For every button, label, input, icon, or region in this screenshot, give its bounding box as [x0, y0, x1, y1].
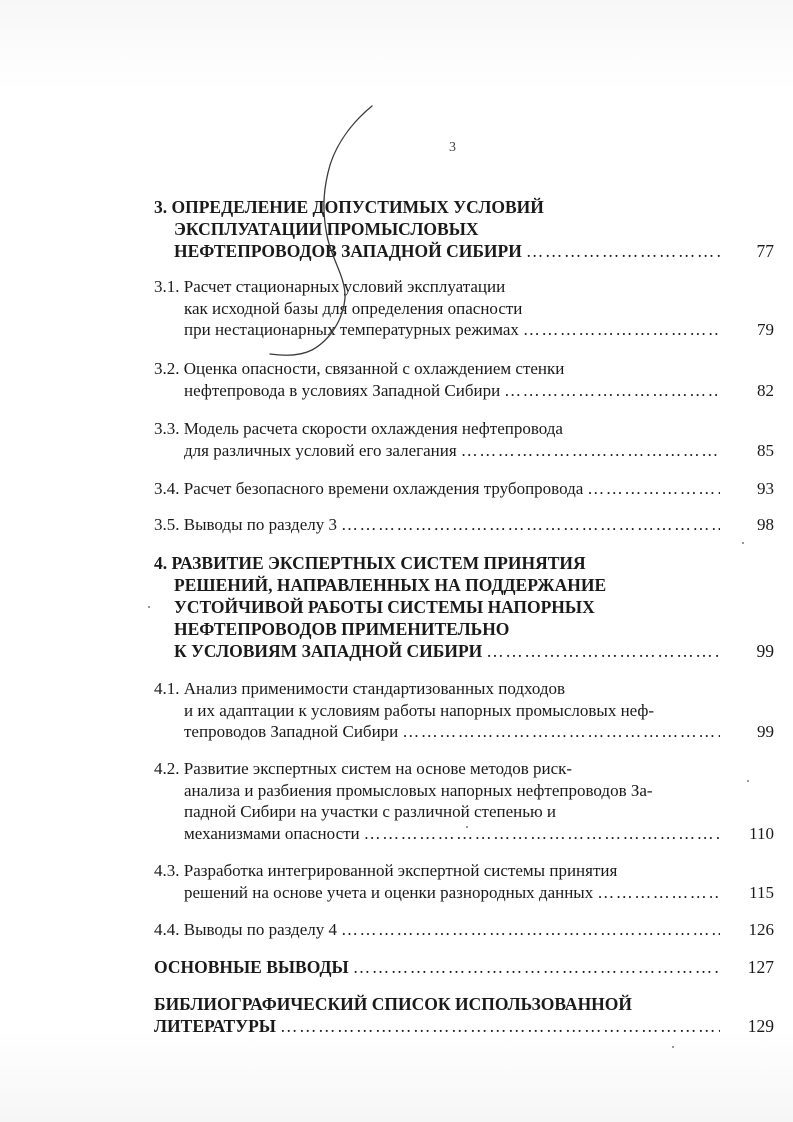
toc-entry-title-line: тепроводов Западной Сибири	[184, 722, 399, 741]
toc-entry-title-line: УСТОЙЧИВОЙ РАБОТЫ СИСТЕМЫ НАПОРНЫХ	[174, 597, 595, 617]
toc-conclusions[interactable]	[154, 956, 774, 978]
toc-entry-title-line: ЭКСПЛУАТАЦИИ ПРОМЫСЛОВЫХ	[174, 219, 479, 239]
toc-entry-title-line: 3.4. Расчет безопасного времени охлаждения трубопровода	[154, 479, 584, 498]
toc-page-number: 79	[757, 320, 774, 339]
toc-section-4-3[interactable]	[154, 860, 774, 903]
toc-page-number: 129	[747, 1016, 774, 1036]
toc-page-number: 98	[757, 515, 774, 534]
dot-leader	[402, 721, 720, 743]
toc-section-4-2[interactable]	[154, 758, 774, 844]
toc-section-3-2[interactable]	[154, 358, 774, 401]
toc-entry-title-line: при нестационарных температурных режимах	[184, 320, 519, 339]
toc-entry-title-line: решений на основе учета и оценки разнородных данных	[184, 882, 594, 902]
toc-entry-title-line: анализа и разбиения промысловых напорных нефтепроводов За-	[184, 780, 653, 800]
toc-section-3-5[interactable]	[154, 514, 774, 536]
dot-leader	[526, 240, 720, 262]
toc-entry-title-line: 3.3. Модель расчета скорости охлаждения нефтепровода	[154, 419, 563, 438]
toc-entry-title-line: как исходной базы для определения опасности	[184, 298, 523, 318]
dot-leader	[486, 640, 720, 662]
toc-entry-title-line: 4.3. Разработка интегрированной экспертной системы принятия	[154, 861, 618, 880]
toc-page-number: 127	[747, 957, 774, 977]
toc-entry-title-line: 3.1. Расчет стационарных условий эксплуатации	[154, 277, 506, 296]
toc-entry-title-line: 4. РАЗВИТИЕ ЭКСПЕРТНЫХ СИСТЕМ ПРИНЯТИЯ	[154, 553, 586, 573]
toc-section-3-1[interactable]	[154, 276, 774, 341]
scan-speck	[466, 826, 468, 828]
dot-leader	[587, 478, 720, 500]
toc-section-3-4[interactable]	[154, 478, 774, 500]
toc-page-number: 115	[749, 882, 774, 902]
toc-entry-title-line: падной Сибири на участки с различной степенью и	[184, 802, 557, 821]
toc-page-number: 99	[757, 722, 774, 741]
scan-speck	[742, 542, 744, 544]
toc-entry-title-line: ОСНОВНЫЕ ВЫВОДЫ	[154, 957, 349, 977]
toc-entry-title-line: 3. ОПРЕДЕЛЕНИЕ ДОПУСТИМЫХ УСЛОВИЙ	[154, 197, 544, 217]
scan-speck	[148, 606, 150, 608]
toc-entry-title-line: РЕШЕНИЙ, НАПРАВЛЕННЫХ НА ПОДДЕРЖАНИЕ	[174, 575, 607, 595]
scan-speck	[747, 780, 749, 782]
dot-leader	[341, 919, 720, 941]
dot-leader	[280, 1015, 720, 1037]
toc-bibliography[interactable]	[154, 993, 774, 1037]
dot-leader	[597, 882, 720, 904]
page-number: 3	[449, 140, 456, 155]
toc-entry-title-line: и их адаптации к условиям работы напорных промысловых неф-	[184, 700, 655, 720]
toc-section-4-1[interactable]	[154, 678, 774, 743]
toc-entry-title-line: нефтепровода в условиях Западной Сибири	[184, 380, 501, 400]
toc-entry-title-line: К УСЛОВИЯМ ЗАПАДНОЙ СИБИРИ	[174, 641, 483, 661]
dot-leader	[504, 380, 720, 402]
toc-entry-title-line: 4.2. Развитие экспертных систем на основе методов риск-	[154, 759, 573, 778]
toc-entry-title-line: ЛИТЕРАТУРЫ	[154, 1016, 276, 1036]
toc-section-4-4[interactable]	[154, 919, 774, 941]
toc-page-number: 82	[757, 380, 774, 400]
toc-chapter-3[interactable]	[154, 196, 774, 262]
toc-page-number: 85	[757, 440, 774, 460]
toc-entry-title-line: НЕФТЕПРОВОДОВ ЗАПАДНОЙ СИБИРИ	[174, 241, 522, 261]
toc-page-number: 126	[748, 920, 774, 939]
dot-leader	[523, 319, 720, 341]
toc-chapter-4[interactable]	[154, 552, 774, 662]
dot-leader	[353, 956, 720, 978]
toc-page-number: 110	[749, 823, 774, 843]
scan-speck	[672, 1046, 674, 1048]
toc-entry-title-line: 4.4. Выводы по разделу 4	[154, 920, 337, 939]
toc-entry-title-line: НЕФТЕПРОВОДОВ ПРИМЕНИТЕЛЬНО	[174, 619, 510, 639]
toc-page-number: 99	[756, 641, 774, 661]
toc-section-3-3[interactable]	[154, 418, 774, 461]
toc-entry-title-line: 4.1. Анализ применимости стандартизованных подходов	[154, 679, 566, 698]
toc-page-number: 93	[757, 479, 774, 498]
toc-entry-title-line: 3.5. Выводы по разделу 3	[154, 515, 337, 534]
toc-entry-title-line: 3.2. Оценка опасности, связанной с охлаждением стенки	[154, 359, 565, 378]
toc-entry-title-line: для различных условий его залегания	[184, 440, 457, 460]
toc-entry-title-line: механизмами опасности	[184, 823, 360, 843]
dot-leader	[461, 440, 720, 462]
toc-page-number: 77	[756, 241, 774, 261]
dot-leader	[341, 514, 720, 536]
dot-leader	[364, 823, 720, 845]
toc-entry-title-line: БИБЛИОГРАФИЧЕСКИЙ СПИСОК ИСПОЛЬЗОВАННОЙ	[154, 994, 633, 1014]
